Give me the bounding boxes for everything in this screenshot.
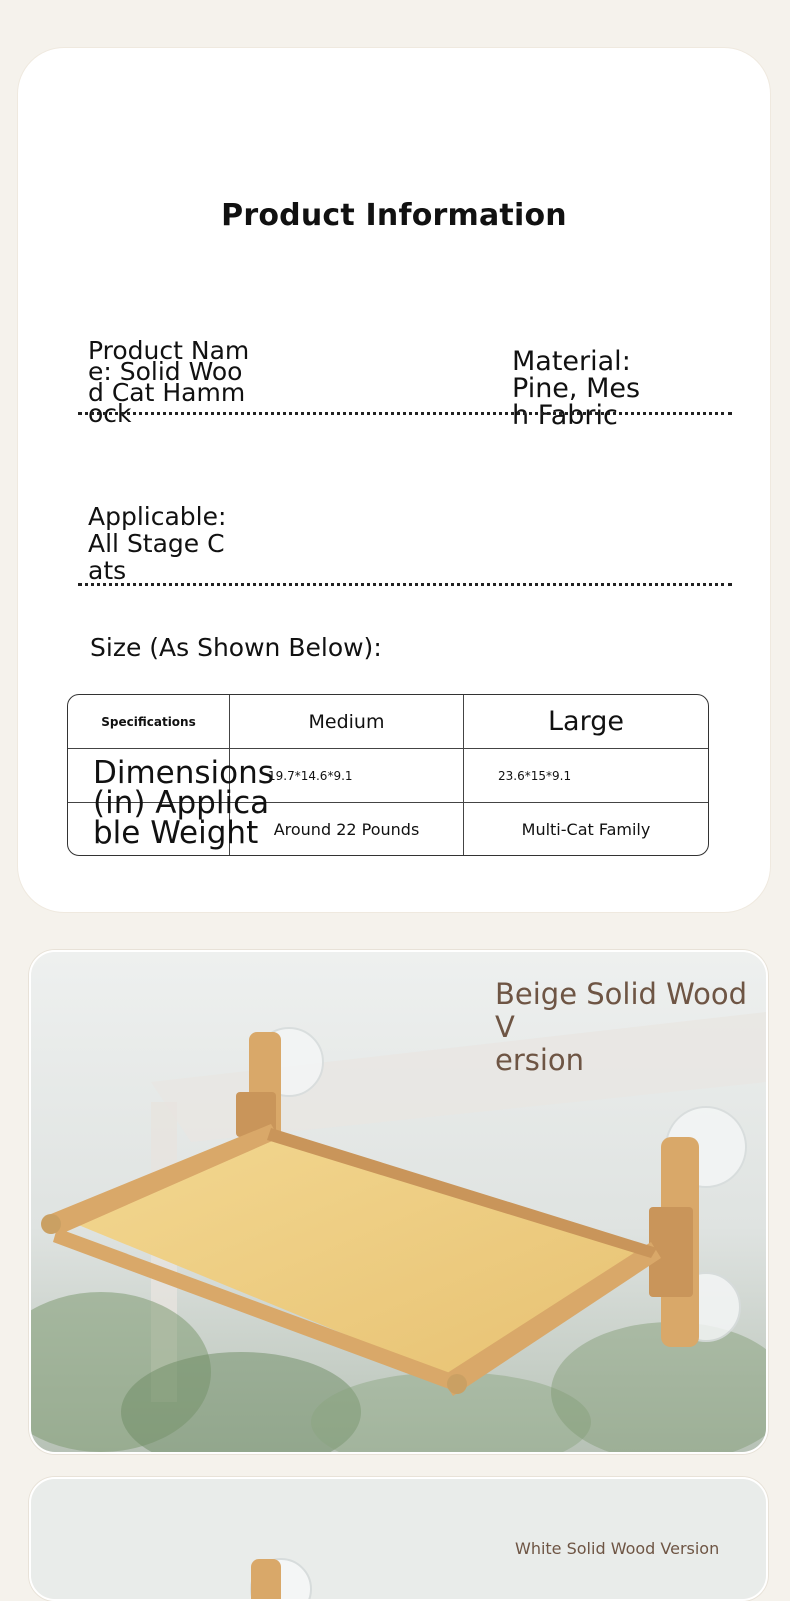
spec-table: [67, 694, 709, 856]
spec-value-cell: Multi-Cat Family: [521, 819, 651, 839]
photo-caption: White Solid Wood Version: [515, 1539, 720, 1558]
dotted-divider: [78, 583, 732, 586]
material-text: Material: Pine, Mes h Fabric: [512, 346, 641, 431]
product-name-text: Product Nam e: Solid Woo d Cat Hamm ock: [88, 336, 250, 428]
spec-value-cell: 19.7*14.6*9.1: [230, 749, 464, 803]
spec-label-cell: [68, 749, 230, 803]
spec-header-cell: Large: [464, 695, 708, 749]
photo-caption: Beige Solid Wood V ersion: [495, 977, 748, 1077]
product-photo-white: [29, 1477, 768, 1601]
dotted-divider: [78, 412, 732, 415]
spec-row-labels: Dimensions (in) Applica ble Weight: [93, 755, 274, 851]
spec-value-cell: 23.6*15*9.1: [464, 749, 708, 803]
page-title: Product Information: [221, 198, 567, 233]
product-photo-beige: [29, 950, 768, 1454]
spec-header-cell: Medium: [230, 695, 464, 749]
size-label: Size (As Shown Below):: [90, 633, 382, 662]
spec-header-cell: Specifications: [68, 695, 230, 749]
spec-value-cell: Around 22 Pounds: [230, 803, 464, 855]
applicable-text: Applicable: All Stage C ats: [88, 502, 227, 585]
spec-label-cell: [68, 803, 230, 855]
